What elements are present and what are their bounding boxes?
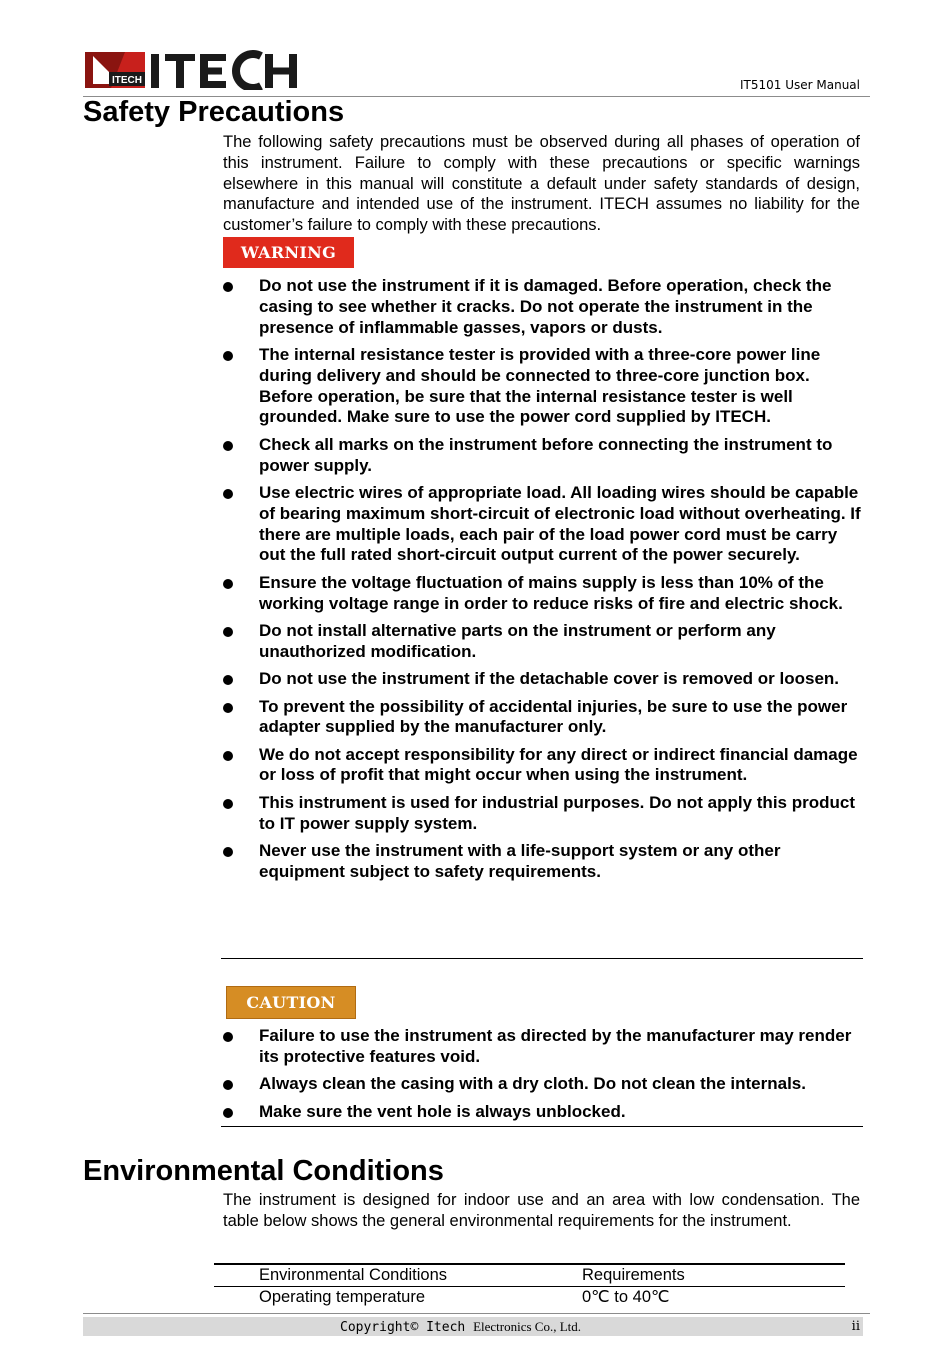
list-item-text: Ensure the voltage fluctuation of mains supply is less than 10% of the working voltage range in order to reduce risks of fire and electric shock.: [259, 572, 843, 613]
caution-divider: [221, 1126, 863, 1127]
list-item: [223, 1026, 868, 1068]
list-item: [223, 669, 868, 690]
environment-intro: The instrument is designed for indoor use and an area with low condensation. The table below shows the general environmental requirements for the instrument.: [223, 1191, 860, 1230]
copyright: [340, 1317, 581, 1337]
table-cell: 0℃ to 40℃: [582, 1288, 670, 1306]
list-item: [223, 793, 868, 835]
table-header-cell: Requirements: [582, 1266, 685, 1284]
environment-table: [214, 1263, 845, 1308]
table-row: [214, 1287, 845, 1308]
warning-list: [223, 276, 868, 889]
list-item: [223, 697, 868, 739]
table-header-cell: Environmental Conditions: [259, 1266, 448, 1284]
list-item: [223, 1102, 868, 1123]
section-title-safety: Safety Precautions: [83, 96, 345, 128]
list-item: [223, 573, 868, 615]
list-item: [223, 345, 868, 428]
list-item-text: To prevent the possibility of accidental injuries, be sure to use the power adapter supplied by the manufacturer only.: [259, 696, 848, 737]
list-item-text: The internal resistance tester is provided with a three-core power line during delivery and should be connected to three-core junction box. Before operation, be sure that the internal resistance tester is well grounded. Make sure to use the power cord supplied by ITECH.: [259, 344, 821, 427]
bullet-icon: [223, 847, 233, 857]
safety-intro: The following safety precautions must be observed during all phases of operation of this instrument. Failure to comply with these precautions or specific warnings elsewhere in this manual will constitute a default under safety standards of design, manufacture and intended use of the instrument. ITECH assumes no liability for the customer’s failure to comply with these precautions.: [223, 133, 860, 235]
svg-text:ITECH: ITECH: [112, 75, 142, 86]
copyright-company: Electronics Co., Ltd.: [473, 1319, 582, 1334]
page-footer: [83, 1317, 863, 1336]
bullet-icon: [223, 579, 233, 589]
bullet-icon: [223, 282, 233, 292]
bullet-icon: [223, 441, 233, 451]
copyright-prefix: Copyright© Itech: [340, 1320, 466, 1335]
list-item-text: Make sure the vent hole is always unblocked.: [259, 1101, 626, 1121]
itech-logo: [85, 50, 305, 90]
list-item-text: We do not accept responsibility for any direct or indirect financial damage or loss of profit that might occur when using the instrument.: [259, 744, 858, 785]
list-item-text: This instrument is used for industrial purposes. Do not apply this product to IT power supply system.: [259, 792, 855, 833]
bullet-icon: [223, 799, 233, 809]
bullet-icon: [223, 1080, 233, 1090]
list-item-text: Do not use the instrument if the detachable cover is removed or loosen.: [259, 669, 840, 689]
section-title-environment: Environmental Conditions: [83, 1155, 444, 1187]
footer-divider: [83, 1313, 870, 1314]
bullet-icon: [223, 351, 233, 361]
list-item: [223, 276, 868, 338]
list-item-text: Failure to use the instrument as directed by the manufacturer may render its protective features void.: [259, 1026, 852, 1066]
manual-name: IT5101 User Manual: [740, 78, 860, 92]
bullet-icon: [223, 489, 233, 499]
list-item: [223, 621, 868, 663]
table-cell: Operating temperature: [259, 1288, 426, 1306]
caution-badge: CAUTION: [226, 986, 356, 1019]
list-item-text: Never use the instrument with a life-support system or any other equipment subject to safety requirements.: [259, 841, 781, 881]
list-item-text: Check all marks on the instrument before connecting the instrument to power supply.: [259, 434, 833, 475]
itech-logo-mark: [85, 50, 305, 90]
list-item: [223, 483, 868, 566]
list-item: [223, 745, 868, 787]
bullet-icon: [223, 627, 233, 637]
list-item-text: Do not use the instrument if it is damaged. Before operation, check the casing to see whether it cracks. Do not operate the instrument in the presence of inflammable gasses, vapors or dusts.: [259, 276, 832, 337]
bullet-icon: [223, 675, 233, 685]
list-item: [223, 841, 868, 883]
page-number: ii: [851, 1319, 860, 1334]
bullet-icon: [223, 751, 233, 761]
list-item-text: Use electric wires of appropriate load. All loading wires should be capable of bearing maximum short-circuit of electronic load without overheating. If there are multiple loads, each pair of the load power cord must be carry out the full rated short-circuit output current of the power securely.: [259, 482, 861, 565]
caution-list: [223, 1026, 868, 1129]
list-item-text: Always clean the casing with a dry cloth. Do not clean the internals.: [259, 1074, 806, 1094]
bullet-icon: [223, 1108, 233, 1118]
warning-badge: WARNING: [223, 237, 354, 268]
warning-divider: [221, 958, 863, 959]
bullet-icon: [223, 703, 233, 713]
table-header-row: [214, 1265, 845, 1286]
list-item: [223, 435, 868, 477]
list-item: [223, 1074, 868, 1095]
list-item-text: Do not install alternative parts on the instrument or perform any unauthorized modification.: [259, 620, 776, 661]
bullet-icon: [223, 1032, 233, 1042]
